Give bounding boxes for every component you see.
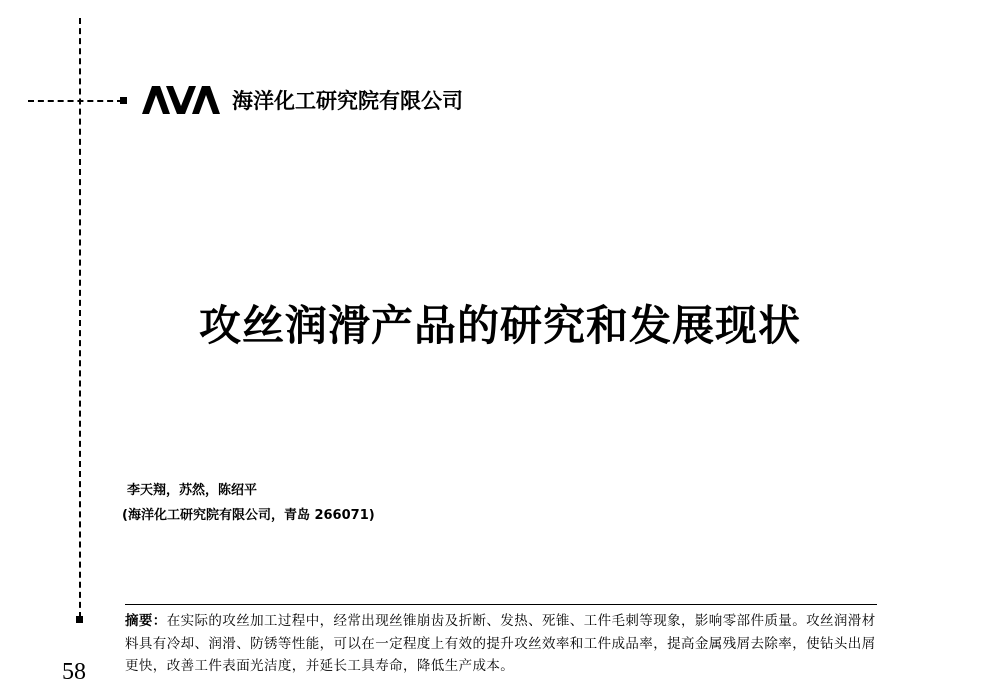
abstract-text: 在实际的攻丝加工过程中，经常出现丝锥崩齿及折断、发热、死锥、工件毛刺等现象，影响零部件质量。攻丝润滑材料具有冷却、润滑、防锈等性能，可以在一定程度上有效的提升攻丝效率和工件成品率，提高金属残屑去除率，使钻头出屑更快，改善工件表面光洁度，并延长工具寿命，降低生产成本。	[125, 613, 876, 674]
header-dashed-horizontal-line	[28, 100, 123, 102]
article-authors: 李天翔，苏然，陈绍平	[127, 483, 258, 498]
page-number: 58	[62, 659, 86, 685]
abstract-label: 摘要：	[125, 613, 167, 629]
abstract-rule	[125, 604, 877, 605]
margin-line-end-marker	[76, 616, 83, 623]
ava-logo-icon	[142, 86, 220, 114]
article-affiliation: (海洋化工研究院有限公司，青岛 266071)	[122, 508, 375, 523]
company-name: 海洋化工研究院有限公司	[232, 89, 463, 113]
article-title: 攻丝润滑产品的研究和发展现状	[198, 301, 801, 350]
abstract-paragraph	[125, 610, 880, 678]
header-line-end-marker	[120, 97, 127, 104]
